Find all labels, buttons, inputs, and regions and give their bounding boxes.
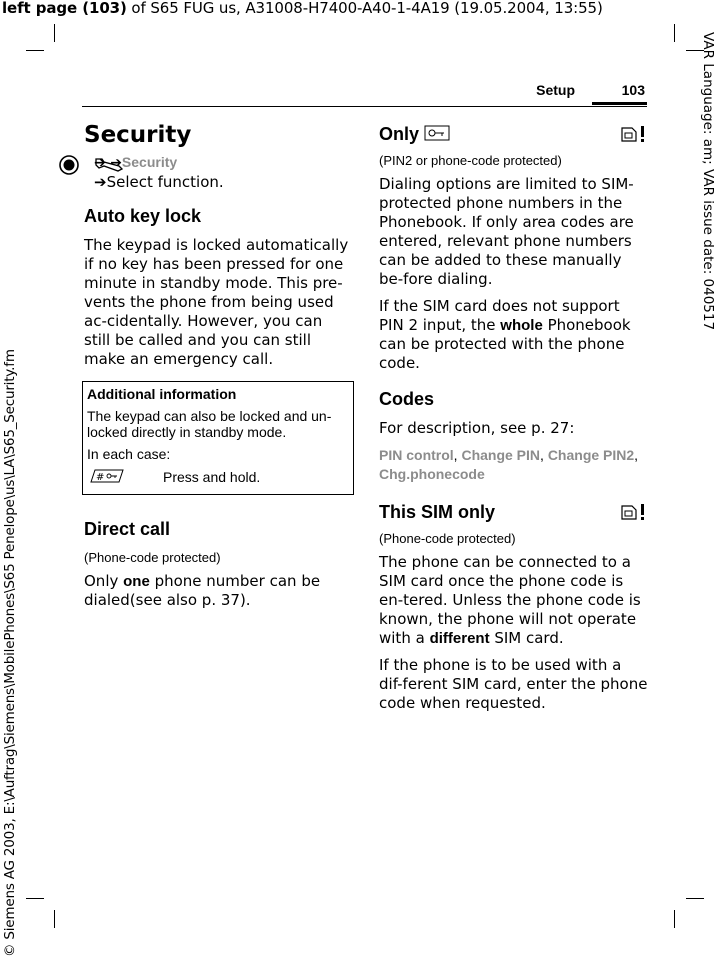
right-column: [379, 118, 649, 721]
direct-call-text: Only one phone number can be dialed(see also p. 37).: [84, 572, 321, 609]
info-box-key-label: Press and hold.: [163, 469, 261, 485]
info-box-text: The keypad can also be locked and un-locked directly in standby mode.: [87, 408, 332, 440]
menu-path-item: Security: [121, 154, 178, 170]
side-note-right: VAR Language: am; VAR issue date: 040517: [700, 32, 716, 331]
auto-key-lock-text: The keypad is locked automatically if no key has been pressed for one minute in standby mode. This pre-vents the phone from being used ac-cidentally. However, you can still be called and you can still make an emergency call.: [84, 236, 349, 368]
document-header: [2, 0, 603, 17]
document-header-label: left page (103): [2, 0, 127, 17]
arrow-icon: ➔: [94, 173, 107, 191]
crop-mark: [26, 898, 44, 899]
only-text: If the SIM card does not support PIN 2 input, the whole Phonebook can be protected with the phone code.: [379, 297, 631, 372]
crop-mark: [686, 898, 704, 899]
sim-warning-icon: [619, 124, 649, 144]
crop-mark: [54, 24, 55, 42]
lock-key-icon: [424, 124, 450, 142]
page-title: Security: [84, 122, 192, 148]
codes-links: PIN control, Change PIN, Change PIN2, Chg.phonecode: [379, 447, 639, 482]
info-box: [82, 381, 354, 495]
codes-text: For description, see p. 27:: [379, 419, 575, 437]
page-number: 103: [621, 82, 645, 98]
crop-mark: [26, 50, 44, 51]
direct-call-heading: Direct call: [84, 519, 171, 539]
codes-heading: Codes: [379, 389, 435, 409]
sim-only-text: If the phone is to be used with a dif-ferent SIM card, enter the phone code when requested.: [379, 656, 648, 712]
auto-key-lock-heading: Auto key lock: [84, 206, 202, 226]
only-heading: Only: [379, 122, 450, 146]
side-note-left: © Siemens AG 2003, E:\Auftrag\Siemens\MobilePhones\S65 Penelope\us\LA\S65_Security.fm: [2, 349, 18, 957]
link-chg-phonecode[interactable]: Chg.phonecode: [379, 466, 485, 482]
only-text: Dialing options are limited to SIM-protected phone numbers in the Phonebook. If only area codes are entered, relevant phone numbers can be added to these manually be-fore dialing.: [379, 175, 634, 288]
only-note: (PIN2 or phone-code protected): [379, 153, 562, 168]
running-head-title: Setup: [536, 82, 575, 98]
document-header-source: of S65 FUG us, A31008-H7400-A40-1-4A19 (19.05.2004, 13:55): [126, 0, 603, 17]
link-change-pin2[interactable]: Change PIN2: [547, 447, 635, 463]
info-box-text: In each case:: [87, 446, 171, 462]
crop-mark: [54, 910, 55, 928]
sim-warning-icon: [619, 502, 649, 522]
svg-text:#: #: [96, 472, 105, 483]
crop-mark: [674, 24, 675, 42]
sim-only-heading: This SIM only: [379, 502, 496, 522]
wrench-icon: [94, 156, 124, 172]
hash-key-icon: [87, 468, 127, 486]
menu-path: [56, 152, 352, 198]
link-pin-control[interactable]: PIN control: [379, 447, 454, 463]
info-box-title: Additional information: [87, 386, 237, 402]
page-number-rule: [592, 102, 647, 105]
direct-call-note: (Phone-code protected): [84, 550, 221, 565]
running-head: [82, 80, 647, 107]
arrow-icon: ➔: [94, 155, 106, 171]
sim-only-note: (Phone-code protected): [379, 531, 516, 546]
crop-mark: [674, 910, 675, 928]
link-change-pin[interactable]: Change PIN: [461, 447, 541, 463]
sim-only-text: The phone can be connected to a SIM card once the phone code is en-tered. Unless the phone code is known, the phone will not operate with a different SIM card.: [379, 553, 641, 647]
arrow-icon: ➔: [110, 155, 122, 171]
left-column: [84, 118, 352, 618]
menu-key-icon: [56, 154, 86, 176]
menu-path-action: Select function.: [106, 173, 224, 191]
